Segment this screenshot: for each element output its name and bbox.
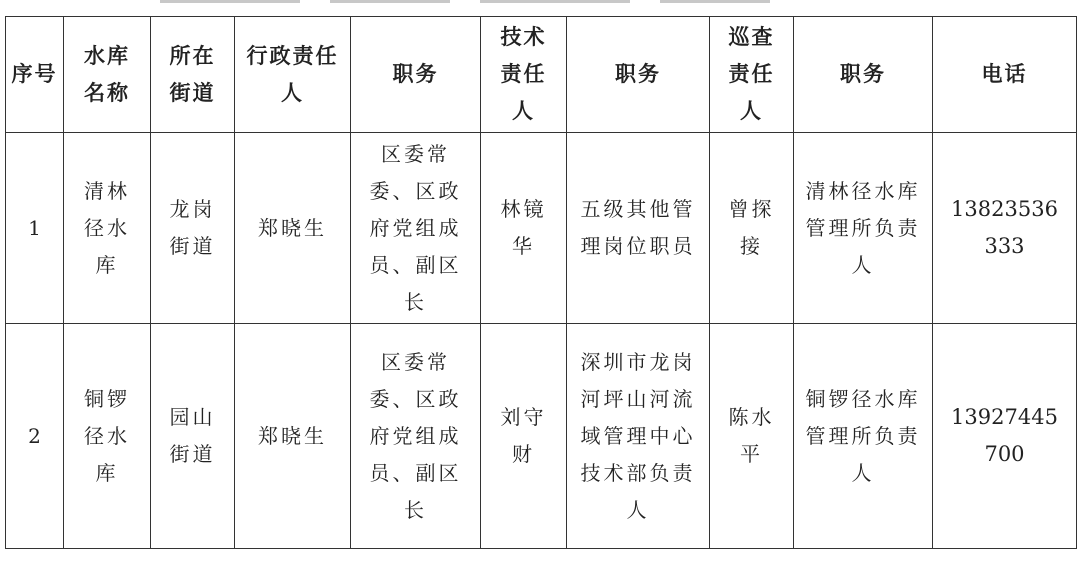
cell-patrol-person: 曾探接	[710, 133, 794, 324]
cell-index: 2	[6, 324, 64, 549]
header-reservoir-name: 水库名称	[64, 17, 151, 133]
cell-admin-person: 郑晓生	[235, 133, 351, 324]
cell-patrol-position: 清林径水库管理所负责人	[794, 133, 933, 324]
header-phone: 电话	[933, 17, 1077, 133]
header-admin-position: 职务	[351, 17, 481, 133]
cell-phone: 13927445700	[933, 324, 1077, 549]
table-row	[6, 324, 1077, 549]
reservoir-responsibility-table	[5, 16, 1077, 549]
cell-reservoir-name: 铜锣径水库	[64, 324, 151, 549]
header-index: 序号	[6, 17, 64, 133]
header-admin-person: 行政责任人	[235, 17, 351, 133]
cell-index: 1	[6, 133, 64, 324]
cell-admin-position: 区委常委、区政府党组成员、副区长	[351, 133, 481, 324]
table-header-row	[6, 17, 1077, 133]
cell-tech-person: 林镜华	[481, 133, 567, 324]
cell-reservoir-name: 清林径水库	[64, 133, 151, 324]
cell-patrol-person: 陈水平	[710, 324, 794, 549]
cell-tech-person: 刘守财	[481, 324, 567, 549]
cell-tech-position: 深圳市龙岗河坪山河流域管理中心技术部负责人	[567, 324, 710, 549]
cell-admin-person: 郑晓生	[235, 324, 351, 549]
header-patrol-person: 巡查责任人	[710, 17, 794, 133]
cell-tech-position: 五级其他管理岗位职员	[567, 133, 710, 324]
cell-street: 园山街道	[151, 324, 235, 549]
cell-patrol-position: 铜锣径水库管理所负责人	[794, 324, 933, 549]
header-street: 所在街道	[151, 17, 235, 133]
header-tech-person: 技术责任人	[481, 17, 567, 133]
table-row	[6, 133, 1077, 324]
header-tech-position: 职务	[567, 17, 710, 133]
cropped-text-strip	[0, 0, 1080, 16]
cell-admin-position: 区委常委、区政府党组成员、副区长	[351, 324, 481, 549]
cell-street: 龙岗街道	[151, 133, 235, 324]
cell-phone: 13823536333	[933, 133, 1077, 324]
header-patrol-position: 职务	[794, 17, 933, 133]
